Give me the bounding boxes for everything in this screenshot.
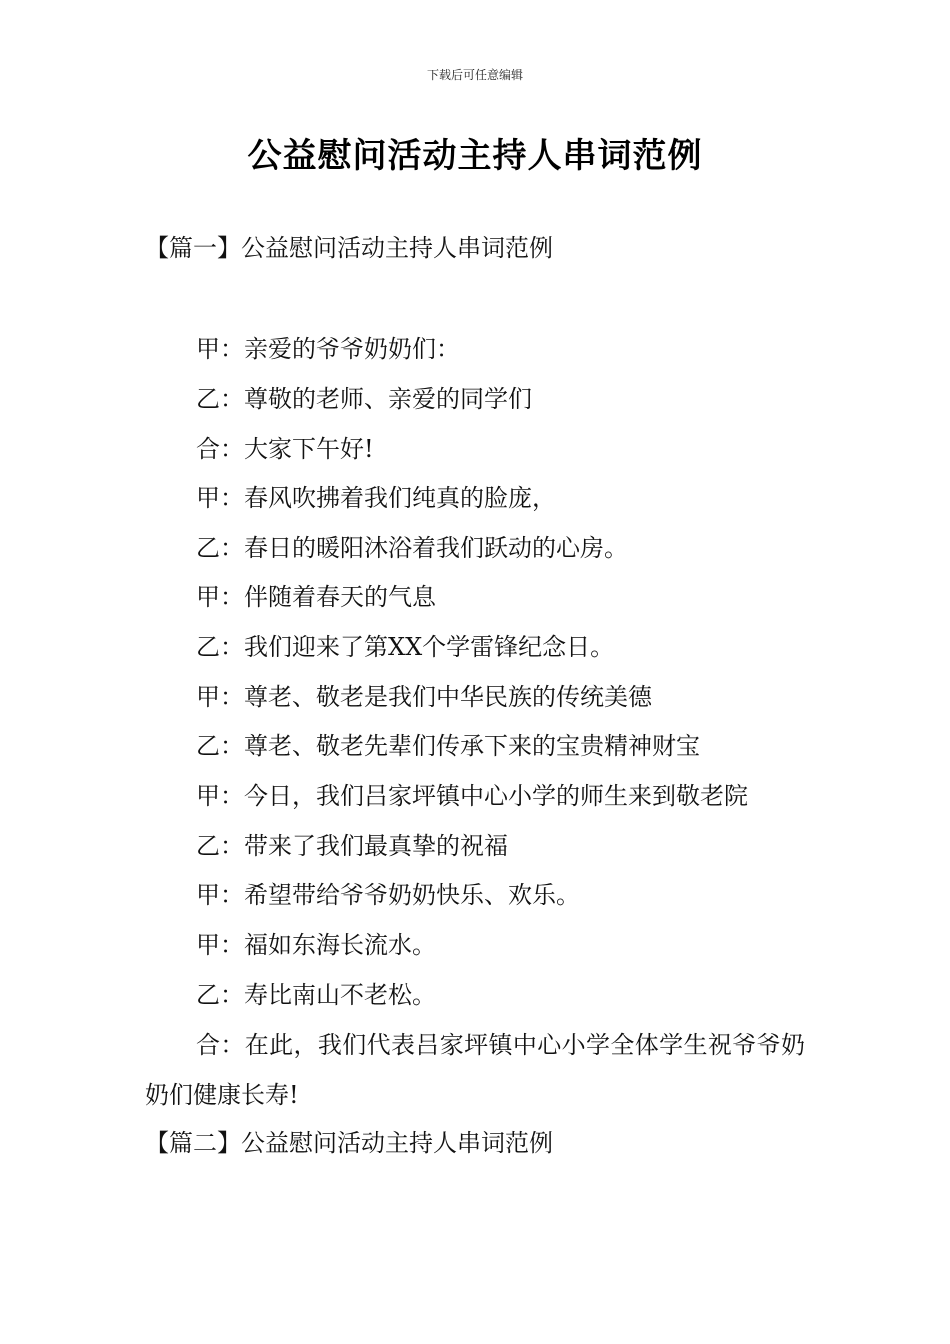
script-line bbox=[196, 980, 436, 1010]
speaker-label: 乙： bbox=[196, 534, 244, 562]
speaker-label: 甲： bbox=[196, 881, 244, 909]
script-line bbox=[196, 831, 508, 861]
script-line bbox=[196, 384, 532, 414]
speaker-label: 乙： bbox=[196, 832, 244, 860]
script-line bbox=[196, 781, 748, 811]
closing-text: 在此，我们代表吕家坪镇中心小学全体学生祝爷爷奶奶们健康长寿! bbox=[145, 1031, 805, 1109]
script-line bbox=[196, 434, 374, 464]
speaker-label: 合： bbox=[196, 435, 244, 463]
line-text: 带来了我们最真挚的祝福 bbox=[244, 832, 508, 860]
speaker-label: 乙： bbox=[196, 385, 244, 413]
line-text: 大家下午好! bbox=[244, 435, 374, 463]
speaker-label: 甲： bbox=[196, 484, 244, 512]
line-text: 伴随着春天的气息 bbox=[244, 583, 436, 611]
section-heading-2: 【篇二】公益慰问活动主持人串词范例 bbox=[145, 1129, 553, 1157]
script-line bbox=[196, 483, 556, 513]
script-line bbox=[196, 880, 580, 910]
page-title: 公益慰问活动主持人串词范例 bbox=[247, 136, 703, 176]
line-text: 尊老、敬老是我们中华民族的传统美德 bbox=[244, 683, 652, 711]
script-line bbox=[196, 582, 436, 612]
script-line bbox=[196, 334, 460, 364]
script-line bbox=[196, 632, 614, 662]
line-text: 希望带给爷爷奶奶快乐、欢乐。 bbox=[244, 881, 580, 909]
section-heading-1: 【篇一】公益慰问活动主持人串词范例 bbox=[145, 234, 553, 262]
line-text: 春日的暖阳沐浴着我们跃动的心房。 bbox=[244, 534, 628, 562]
speaker-label: 甲： bbox=[196, 583, 244, 611]
script-line bbox=[196, 533, 628, 563]
script-line bbox=[196, 731, 700, 761]
line-text: 尊老、敬老先辈们传承下来的宝贵精神财宝 bbox=[244, 732, 700, 760]
line-text: 今日，我们吕家坪镇中心小学的师生来到敬老院 bbox=[244, 782, 748, 810]
speaker-label: 乙： bbox=[196, 633, 244, 661]
script-line bbox=[196, 930, 436, 960]
script-line bbox=[196, 682, 652, 712]
header-note: 下载后可任意编辑 bbox=[426, 68, 523, 82]
speaker-label: 合： bbox=[196, 1031, 245, 1059]
line-text: 尊敬的老师、亲爱的同学们 bbox=[244, 385, 532, 413]
speaker-label: 甲： bbox=[196, 782, 244, 810]
speaker-label: 甲： bbox=[196, 335, 244, 363]
line-text: 福如东海长流水。 bbox=[244, 931, 436, 959]
speaker-label: 甲： bbox=[196, 931, 244, 959]
closing-paragraph bbox=[145, 1020, 805, 1120]
line-text: 我们迎来了第XX个学雷锋纪念日。 bbox=[244, 633, 615, 661]
speaker-label: 乙： bbox=[196, 732, 244, 760]
line-text: 亲爱的爷爷奶奶们： bbox=[244, 335, 460, 363]
line-text: 寿比南山不老松。 bbox=[244, 981, 436, 1009]
speaker-label: 乙： bbox=[196, 981, 244, 1009]
line-text: 春风吹拂着我们纯真的脸庞， bbox=[244, 484, 556, 512]
speaker-label: 甲： bbox=[196, 683, 244, 711]
